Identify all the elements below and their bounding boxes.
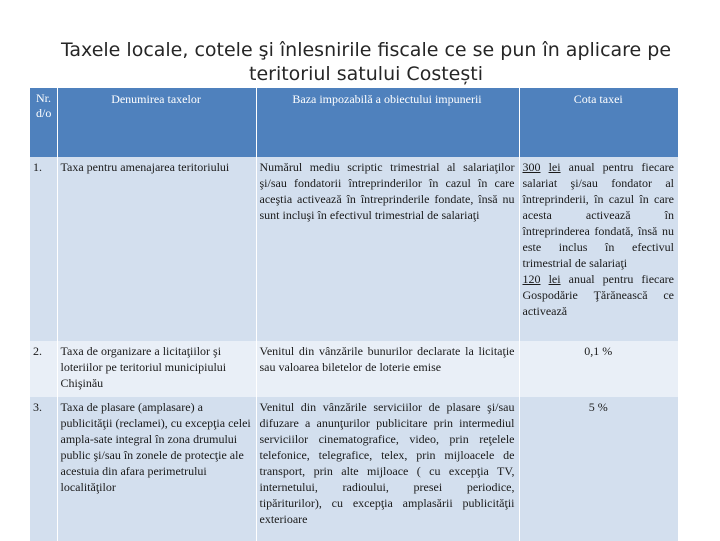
- header-name: Denumirea taxelor: [57, 88, 256, 157]
- rate-b-value: 120: [522, 272, 541, 286]
- row-rate: 5 %: [519, 397, 678, 541]
- table-row: [30, 157, 678, 341]
- slide-title: Taxele locale, cotele şi înlesnirile fiscale ce se pun în aplicare pe teritoriul satului Costești: [60, 39, 672, 85]
- row-name: Taxa de plasare (amplasare) a publicităţii (reclamei), cu excepţia celei ampla-sate integral în zona drumului public şi/sau în zonele de protecţie ale acestuia din afara perimetrului localităţilor: [57, 397, 256, 541]
- row-base: Venitul din vânzările bunurilor declarate la licitaţie sau valoarea biletelor de loterie emise: [256, 341, 519, 397]
- row-rate: 0,1 %: [519, 341, 678, 397]
- row-name: Taxa de organizare a licitaţiilor şi loteriilor pe teritoriul municipiului Chişinău: [57, 341, 256, 397]
- rate-a-text: anual pentru fiecare salariat şi/sau fondator al întreprinderii, în cazul în care acesta activează în întreprinderea fondată, însă nu este inclus în efectivul trimestrial de salariaţi: [522, 160, 675, 270]
- taxes-table: [30, 88, 678, 541]
- header-base: Baza impozabilă a obiectului impunerii: [256, 88, 519, 157]
- row-base: Venitul din vânzările serviciilor de plasare şi/sau difuzare a anunţurilor publicitare prin intermediul serviciilor cinematografice, video, prin reţelele telefonice, telegrafice, telex, prin mijloacele de transport, prin alte mijloace ( cu excepţia TV, internetului, radioului, presei periodice, tipăriturilor), cu excepţia amplasării publicităţii exterioare: [256, 397, 519, 541]
- table-row: [30, 397, 678, 541]
- rate-a-value: 300: [522, 160, 541, 174]
- rate-b-text: anual pentru fiecare Gospodărie Ţărănească ce activează: [522, 272, 675, 318]
- row-rate: [519, 157, 678, 341]
- header-nr: Nr.d/o: [30, 88, 57, 157]
- row-name: Taxa pentru amenajarea teritoriului: [57, 157, 256, 341]
- table-header-row: [30, 88, 678, 157]
- rate-b-unit: lei: [548, 272, 561, 286]
- row-nr: 2.: [30, 341, 57, 397]
- row-base: Numărul mediu scriptic trimestrial al salariaţilor şi/sau fondatorii întreprinderilor în cazul în care aceştia activează în întreprinderile fondate, însă nu sunt incluşi în efectivul trimestrial de salariaţi: [256, 157, 519, 341]
- rate-a-unit: lei: [548, 160, 561, 174]
- header-rate: Cota taxei: [519, 88, 678, 157]
- row-nr: 1.: [30, 157, 57, 341]
- table-row: [30, 341, 678, 397]
- row-nr: 3.: [30, 397, 57, 541]
